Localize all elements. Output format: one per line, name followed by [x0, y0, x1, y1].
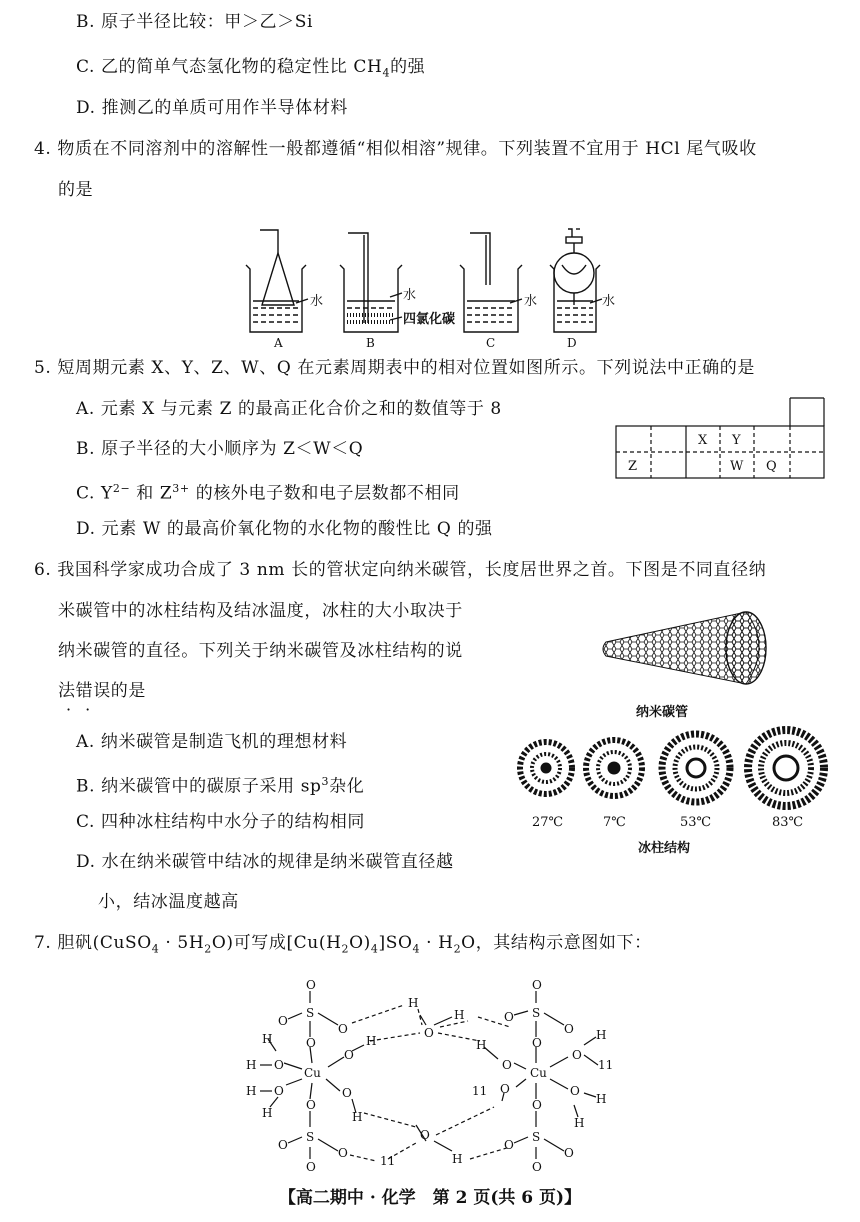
- cell-z: Z: [628, 459, 638, 474]
- nanotube-image: [603, 612, 766, 684]
- atom-h-10: H: [476, 1038, 487, 1052]
- atom-h-6: H: [352, 1110, 363, 1124]
- atom-o-12: O: [306, 1160, 316, 1174]
- atom-o-23: O: [532, 1098, 542, 1112]
- atom-o-2: O: [278, 1014, 288, 1028]
- ice-53: [662, 734, 730, 802]
- atom-o-22: O: [570, 1084, 580, 1098]
- atom-o-26: O: [532, 1160, 542, 1174]
- atom-o-16: O: [504, 1010, 514, 1024]
- beaker-d: [550, 229, 602, 332]
- atom-h-7: H: [408, 996, 419, 1010]
- atom-s-2: S: [306, 1130, 315, 1144]
- atom-h-11: H: [596, 1028, 607, 1042]
- ice-structure-images: [520, 730, 824, 806]
- atom-o-8: O: [342, 1086, 352, 1100]
- atom-o-3: O: [338, 1022, 348, 1036]
- q6-stem-line3: 纳米碳管的直径。下列关于纳米碳管及冰柱结构的说: [58, 641, 463, 661]
- q4-stem-line2: 的是: [58, 180, 94, 200]
- temp-3: 53℃: [680, 815, 712, 830]
- atom-o-15: O: [532, 978, 542, 992]
- atom-o-24: O: [504, 1138, 514, 1152]
- atom-h-2: H: [246, 1058, 257, 1072]
- label-d: D: [567, 336, 577, 350]
- copper-sulfate-structure: [240, 975, 620, 1175]
- label-water-d: 水: [602, 294, 616, 309]
- atom-h-11-2: 11: [598, 1058, 614, 1072]
- beaker-b: [340, 233, 402, 332]
- label-ccl4: 四氯化碳: [403, 312, 456, 327]
- atom-s-1: S: [306, 1006, 315, 1020]
- label-nanotube: 纳米碳管: [636, 705, 689, 720]
- q6-stem-line1: 6. 我国科学家成功合成了 3 nm 长的管状定向纳米碳管，长度居世界之首。下图是不同直径纳: [34, 560, 767, 580]
- q5-option-b: B. 原子半径的大小顺序为 Z＜W＜Q: [76, 439, 364, 459]
- q6-option-d-line1: D. 水在纳米碳管中结冰的规律是纳米碳管直径越: [76, 852, 454, 872]
- q6-option-b: B. 纳米碳管中的碳原子采用 $sp^3$杂化: [76, 775, 365, 797]
- q7-stem: 7. 胆矾(CuSO$_4$ · $5H_2O$)可写成$[Cu(H_2O)_4]SO_4 \cdot H_2O$，其结构示意图如下：: [34, 933, 652, 956]
- atom-o-14: O: [420, 1128, 430, 1142]
- atom-h-4: H: [262, 1106, 273, 1120]
- label-ice-structure: 冰柱结构: [638, 841, 691, 856]
- q6-stem-line4: 法错误的是: [58, 681, 146, 701]
- atom-h-3: H: [246, 1084, 257, 1098]
- label-c: C: [486, 336, 496, 350]
- q3-option-b: B. 原子半径比较：甲＞乙＞Si: [76, 12, 313, 32]
- ice-83: [748, 730, 824, 806]
- atom-h-9: H: [452, 1152, 463, 1166]
- q6-option-a: A. 纳米碳管是制造飞机的理想材料: [76, 732, 348, 752]
- atom-h-1: H: [262, 1032, 273, 1046]
- nanotube-figure: [510, 600, 840, 860]
- atom-o-19: O: [502, 1058, 512, 1072]
- atom-o-25: O: [564, 1146, 574, 1160]
- atom-o-11: O: [338, 1146, 348, 1160]
- q4-stem-line1: 4. 物质在不同溶剂中的溶解性一般都遵循“相似相溶”规律。下列装置不宜用于 HCl 尾气吸收: [34, 139, 757, 159]
- atom-h-12: H: [596, 1092, 607, 1106]
- q4-apparatus-figure: [240, 225, 620, 350]
- page-footer: 【高二期中 · 化学 第 2 页(共 6 页)】: [278, 1188, 582, 1208]
- atom-cu-1: Cu: [304, 1066, 321, 1080]
- atom-o-13: O: [424, 1026, 434, 1040]
- atom-o-5: O: [274, 1058, 284, 1072]
- temp-2: 7℃: [603, 815, 626, 830]
- atom-h-11-3: 11: [472, 1084, 488, 1098]
- q5-option-d: D. 元素 W 的最高价氧化物的水化物的酸性比 Q 的强: [76, 519, 493, 539]
- label-water-c: 水: [524, 294, 538, 309]
- cell-y: Y: [732, 433, 741, 448]
- atom-o-10: O: [278, 1138, 288, 1152]
- ice-27: [520, 742, 572, 794]
- q5-stem: 5. 短周期元素 X、Y、Z、W、Q 在元素周期表中的相对位置如图所示。下列说法中正确的是: [34, 358, 755, 378]
- atom-o-21: O: [500, 1082, 510, 1096]
- q5-option-a: A. 元素 X 与元素 Z 的最高正化合价之和的数值等于 8: [76, 399, 502, 419]
- atom-o-20: O: [572, 1048, 582, 1062]
- q3-option-d: D. 推测乙的单质可用作半导体材料: [76, 98, 349, 118]
- beaker-a: [246, 230, 308, 332]
- atom-s-4: S: [532, 1130, 541, 1144]
- label-water-b: 水: [403, 288, 417, 303]
- cell-w: W: [730, 459, 744, 474]
- label-a: A: [274, 336, 283, 350]
- beaker-c: [460, 233, 522, 332]
- q5-option-c: C. $Y^{2-}$ 和 $Z^{3+}$ 的核外电子数和电子层数都不相同: [76, 482, 460, 504]
- atom-h-13: H: [574, 1116, 585, 1130]
- atom-cu-2: Cu: [530, 1066, 547, 1080]
- periodic-table-figure: [614, 396, 826, 480]
- ice-7: [586, 740, 642, 796]
- q6-stem-line2: 米碳管中的冰柱结构及结冰温度，冰柱的大小取决于: [58, 601, 463, 621]
- cell-q: Q: [766, 459, 777, 474]
- label-b: B: [366, 336, 375, 350]
- atom-o-4: O: [306, 1036, 316, 1050]
- atom-o-17: O: [564, 1022, 574, 1036]
- structure-atom-labels: [246, 978, 613, 1174]
- temp-4: 83℃: [772, 815, 804, 830]
- q3-option-c: C. 乙的简单气态氢化物的稳定性比 $CH_4$的强: [76, 57, 426, 80]
- temp-1: 27℃: [532, 815, 564, 830]
- atom-o-18: O: [532, 1036, 542, 1050]
- atom-h-11-1: 11: [380, 1154, 396, 1168]
- q6-option-d-line2: 小，结冰温度越高: [98, 892, 239, 912]
- cell-x: X: [698, 433, 708, 448]
- emphasis-dots: ··: [66, 700, 105, 719]
- atom-o-7: O: [344, 1048, 354, 1062]
- q6-option-c: C. 四种冰柱结构中水分子的结构相同: [76, 812, 366, 832]
- atom-s-3: S: [532, 1006, 541, 1020]
- atom-o-1: O: [306, 978, 316, 992]
- atom-h-8: H: [454, 1008, 465, 1022]
- atom-o-9: O: [306, 1098, 316, 1112]
- atom-o-6: O: [274, 1084, 284, 1098]
- label-water-a: 水: [310, 294, 324, 309]
- atom-h-5: H: [366, 1034, 377, 1048]
